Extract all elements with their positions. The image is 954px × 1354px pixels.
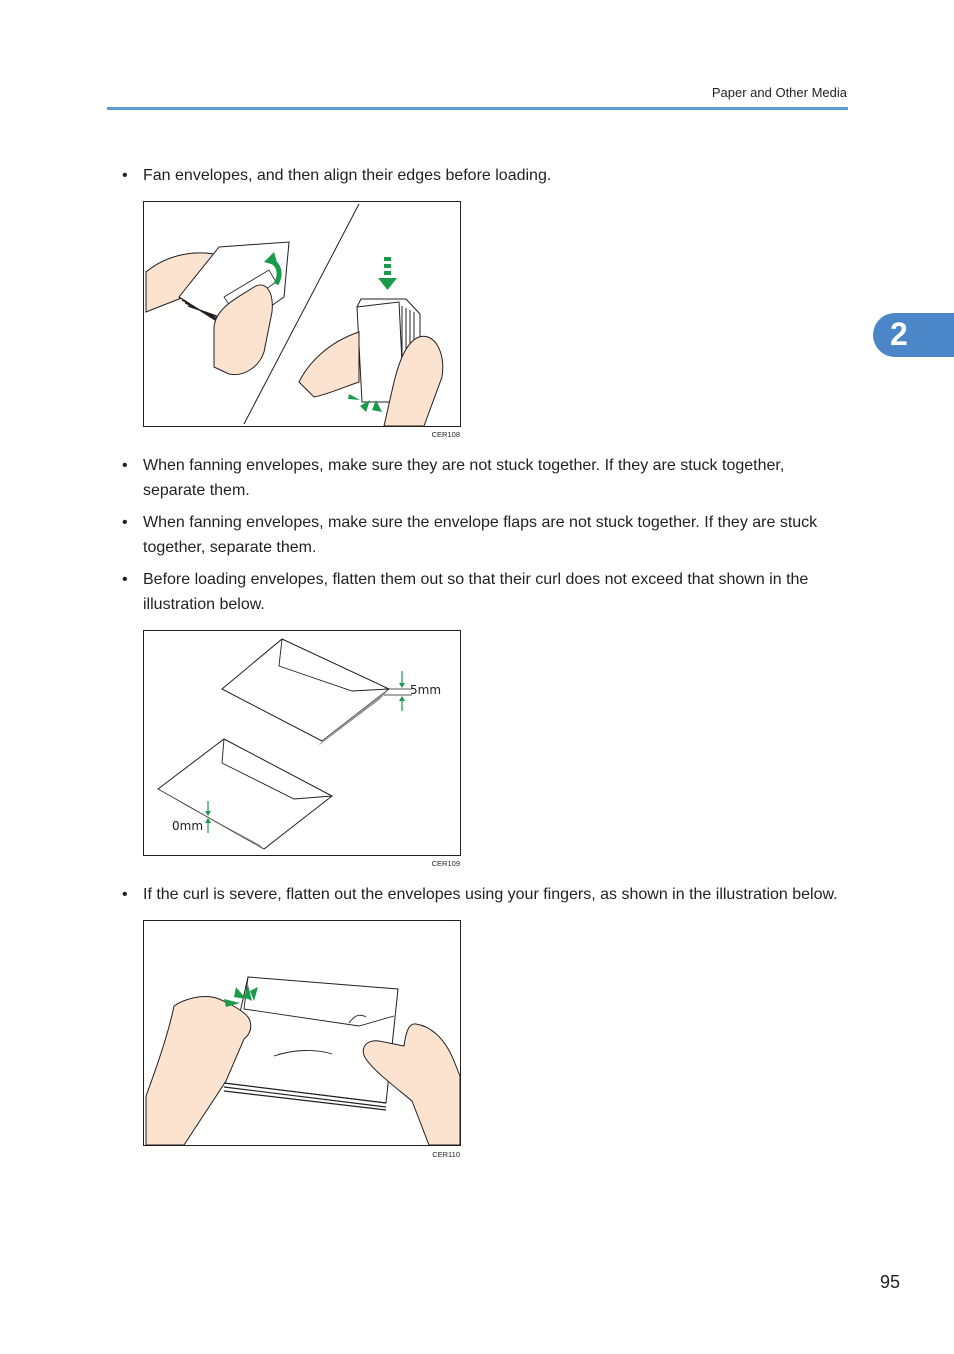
page-number: 95 <box>880 1272 901 1292</box>
figure-flatten-envelope <box>143 920 461 1146</box>
figure-code: CER110 <box>432 1150 460 1159</box>
header-rule <box>107 107 848 110</box>
curl-limits-illustration <box>144 631 460 855</box>
figure-code: CER109 <box>431 859 460 868</box>
figure-code: CER108 <box>431 430 460 439</box>
fan-envelopes-illustration <box>144 202 460 426</box>
bullet-item: • If the curl is severe, flatten out the envelopes using your fingers, as shown in the illustration below. <box>143 882 863 907</box>
header-section-title: Paper and Other Media <box>711 85 847 100</box>
curl-flat-label: 0mm <box>172 819 204 833</box>
flatten-envelope-illustration <box>144 921 460 1145</box>
right-hands-aligning <box>299 257 443 426</box>
left-hands-fanning <box>146 242 289 375</box>
figure-fan-envelopes <box>143 201 461 427</box>
curled-envelope <box>222 639 412 746</box>
bullet-item: • Fan envelopes, and then align their edges before loading. <box>143 163 843 188</box>
chapter-number: 2 <box>890 316 908 352</box>
chapter-tab[interactable] <box>873 313 954 357</box>
bullet-item: • Before loading envelopes, flatten them out so that their curl does not exceed that shown in the illustration below. <box>143 567 843 617</box>
figure-curl-limits <box>143 630 461 856</box>
bullet-item: • When fanning envelopes, make sure they are not stuck together. If they are stuck together, separate them. <box>143 453 843 503</box>
curl-max-label: 5mm <box>410 683 442 697</box>
bullet-item: • When fanning envelopes, make sure the envelope flaps are not stuck together. If they are stuck together, separate them. <box>143 510 843 560</box>
